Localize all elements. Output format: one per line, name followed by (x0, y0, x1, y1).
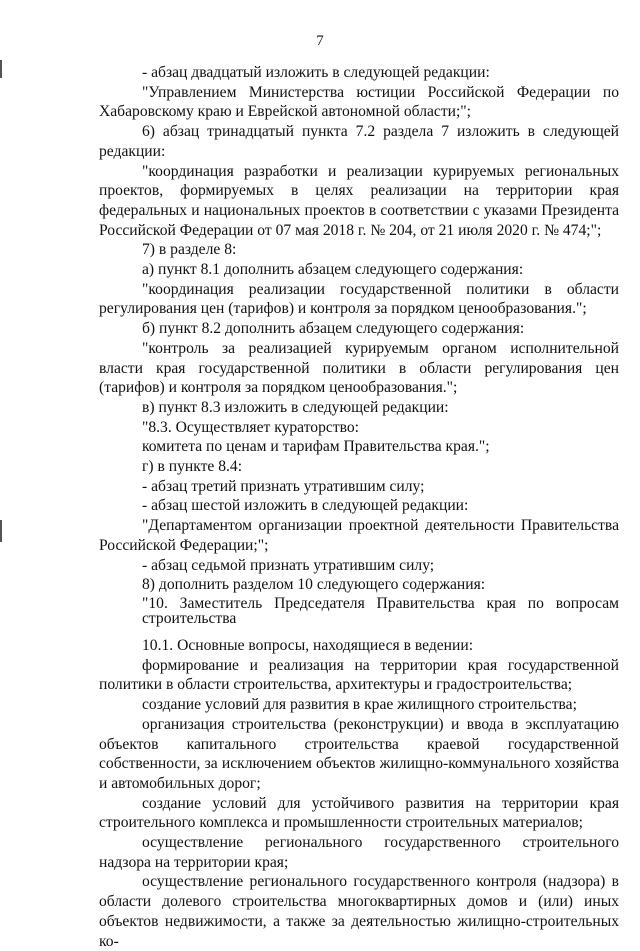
paragraph: создание условий для устойчивого развития на территории края строительного комплекса и промышленности строительных материалов; (99, 794, 619, 832)
paragraph: 10.1. Основные вопросы, находящиеся в ведении: (142, 636, 474, 654)
page-number: 7 (316, 33, 324, 49)
paragraph: 6) абзац тринадцатый пункта 7.2 раздела 7 изложить в следующей редакции: (99, 123, 619, 160)
paragraph: создание условий для развития в крае жилищного строительства; (142, 696, 577, 714)
paragraph: осуществление регионального государственного строительного надзора на территории края; (99, 834, 619, 871)
paragraph: осуществление регионального государственного контроля (надзора) в области долевого строительства многоквартирных домов и (или) иных объектов недвижимости, а также за деятельностью жилищно-строительных ко- (99, 873, 619, 950)
paragraph: в) пункт 8.3 изложить в следующей редакции: (142, 398, 449, 416)
paragraph: 7) в разделе 8: (142, 241, 237, 259)
paragraph: "Управлением Министерства юстиции Российской Федерации по Хабаровскому краю и Еврейской автономной области;"; (99, 83, 619, 121)
paragraph: - абзац шестой изложить в следующей редакции: (142, 497, 469, 515)
paragraph: организация строительства (реконструкции) и ввода в эксплуатацию объектов капитального строительства краевой государственной собственности, за исключением объектов жилищно-коммунального хозяйства и автомобильных дорог; (99, 715, 619, 792)
paragraph: формирование и реализация на территории края государственной политики в области строительства, архитектуры и градостроительства; (99, 656, 619, 694)
paragraph: - абзац седьмой признать утратившим силу; (142, 556, 435, 574)
paragraph: - абзац третий признать утратившим силу; (142, 477, 425, 495)
paragraph: 8) дополнить разделом 10 следующего содержания: (142, 576, 486, 594)
paragraph: "Департаментом организации проектной деятельности Правительства Российской Федерации;"; (99, 517, 619, 554)
paragraph: а) пункт 8.1 дополнить абзацем следующего содержания: (142, 261, 524, 279)
paragraph: "координация разработки и реализации курируемых региональных проектов, формируемых в целях реализации на территории края федеральных и национальных проектов в соответствии с указами Президента Российской Федерации от 07 мая 2018 г. № 204, от 21 июля 2020 г. № 474;"; (99, 162, 619, 239)
paragraph: г) в пункте 8.4: (142, 458, 243, 476)
scan-edge-mark (0, 60, 2, 78)
document-body (99, 63, 619, 951)
paragraph: "контроль за реализацией курируемым органом исполнительной власти края государственной политики в области регулирования цен (тарифов) и контроля за порядком ценообразования."; (99, 339, 619, 397)
paragraph: б) пункт 8.2 дополнить абзацем следующего содержания: (142, 320, 525, 338)
scan-edge-mark (0, 520, 2, 542)
paragraph: комитета по ценам и тарифам Правительства края."; (142, 438, 490, 456)
paragraph: "8.3. Осуществляет кураторство: (142, 418, 360, 436)
section-heading: "10. Заместитель Председателя Правительства края по вопросам строительства (142, 594, 619, 627)
paragraph: - абзац двадцатый изложить в следующей редакции: (142, 64, 490, 81)
paragraph: "координация реализации государственной политики в области регулирования цен (тарифов) и контроля за порядком ценообразования."; (99, 280, 619, 318)
